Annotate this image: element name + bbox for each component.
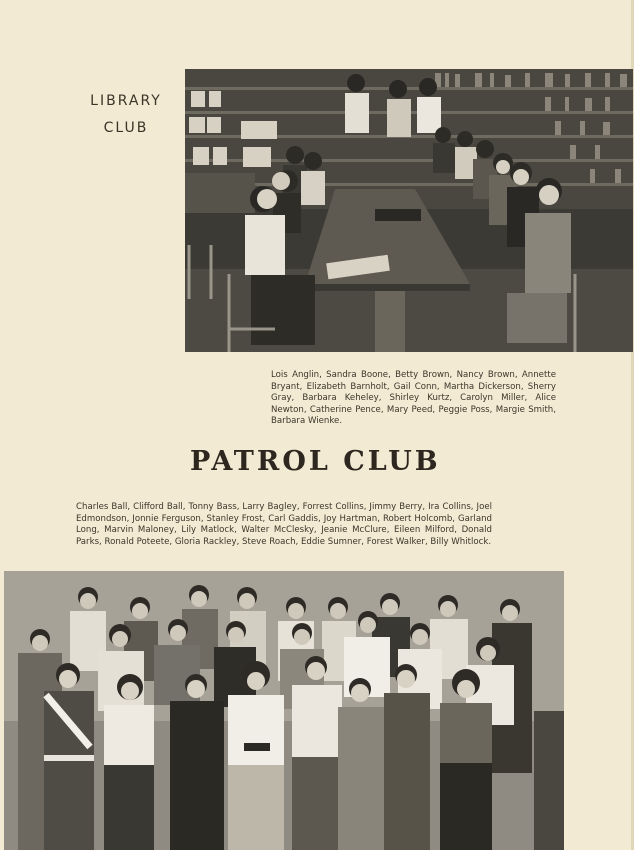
- patrol-club-members-caption: Charles Ball, Clifford Ball, Tonny Bass, Larry Bagley, Forrest Collins, Jimmy Berry, Ira Collins, Joel Edmondson, Jonnie Ferguson, Stanley Frost, Carl Gaddis, Joy Hartman, Robert Holcomb, Garland Long, Marvin Maloney, Lily Matlock, Walter McClesky, Jeanie McClure, Eileen Milford, Donald Parks, Ronald Poteete, Gloria Rackley, Steve Roach, Eddie Sumner, Forest Walker, Billy Whitlock.: [76, 502, 492, 547]
- library-club-members-caption: Lois Anglin, Sandra Boone, Betty Brown, Nancy Brown, Annette Bryant, Elizabeth Barnholt, Gail Conn, Martha Dickerson, Sherry Gray, Barbara Keheley, Shirley Kurtz, Carolyn Miller, Alice Newton, Catherine Pence, Mary Peed, Peggie Poss, Margie Smith, Barbara Wienke.: [271, 370, 556, 427]
- patrol-club-photo: [4, 571, 564, 850]
- library-club-photo: [185, 69, 633, 352]
- patrol-club-title: PATROL CLUB: [190, 446, 441, 477]
- library-club-heading: [86, 88, 166, 142]
- library-heading-line2: CLUB: [103, 120, 149, 136]
- library-heading-line1: LIBRARY: [90, 93, 162, 109]
